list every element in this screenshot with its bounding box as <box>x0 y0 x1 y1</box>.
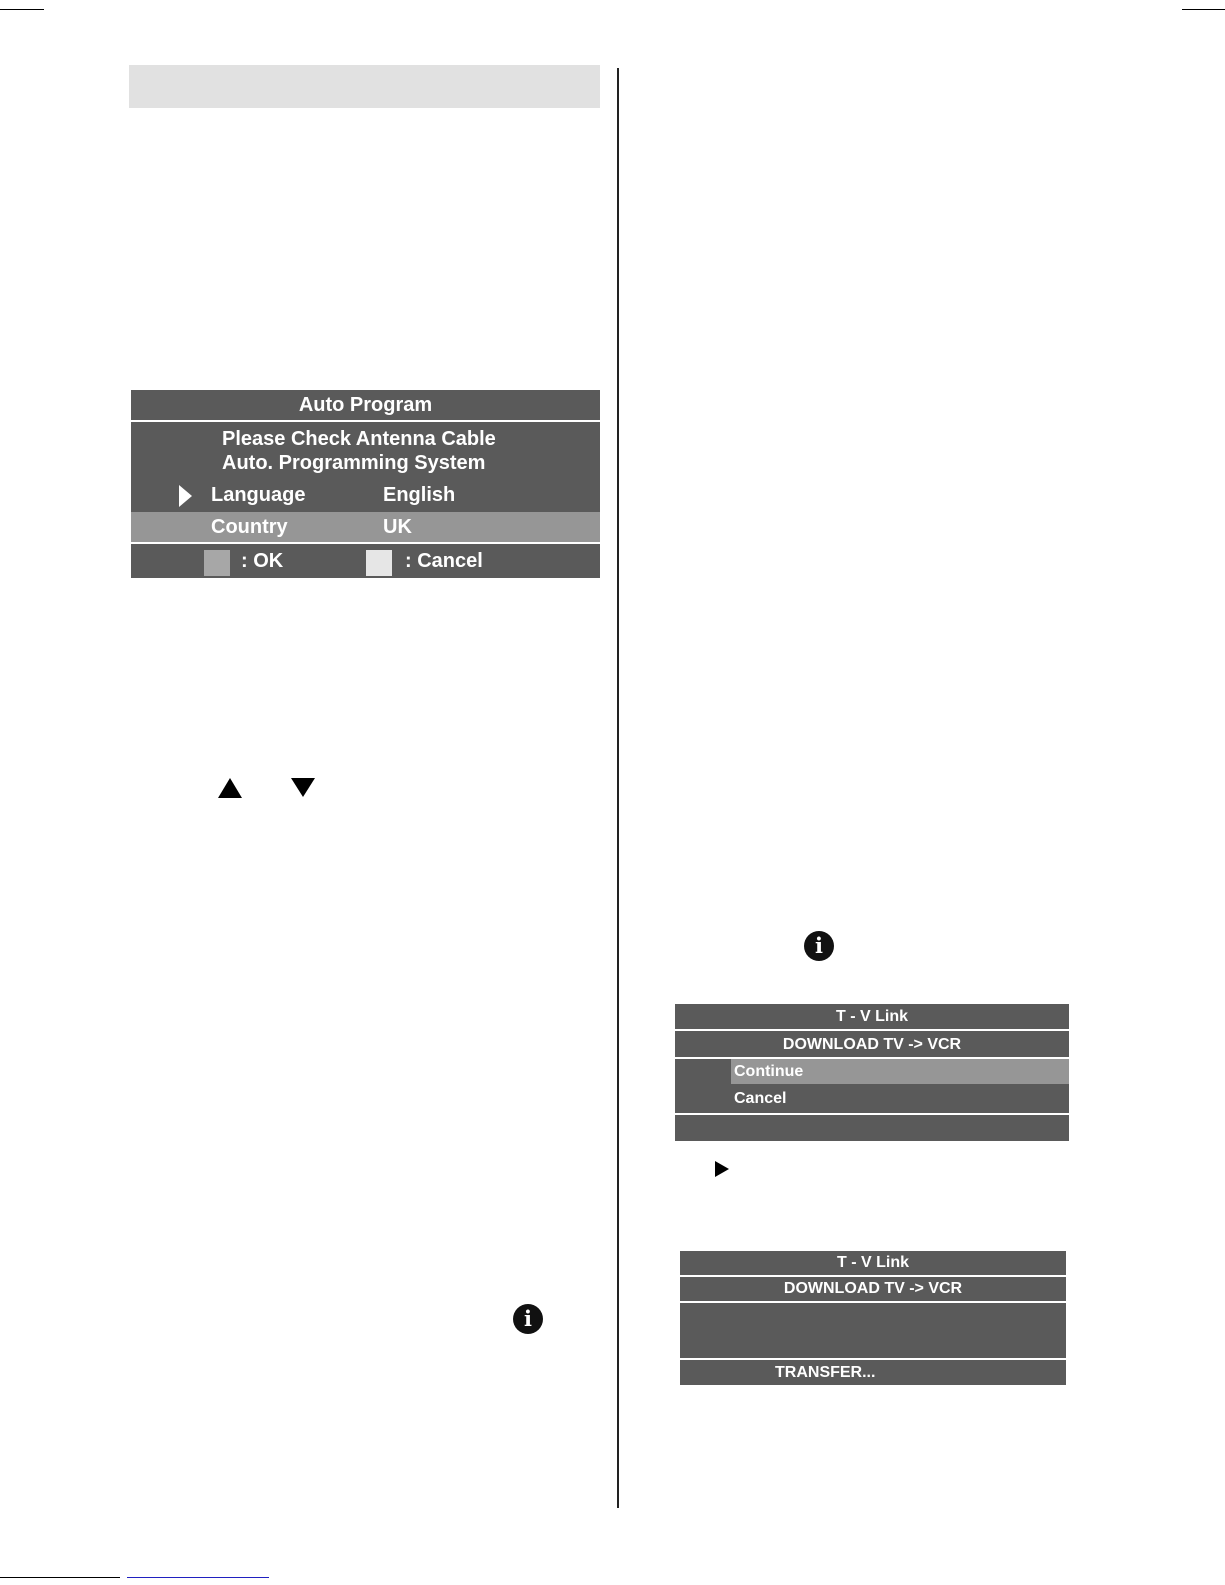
tv-link-transfer-menu <box>680 1251 1066 1385</box>
separator <box>675 1113 1069 1115</box>
separator <box>131 542 600 544</box>
auto-programming-message: Auto. Programming System <box>222 452 486 474</box>
ok-label: : OK <box>241 550 284 572</box>
crop-mark-bottom-left <box>0 1577 120 1578</box>
country-value: UK <box>383 516 412 538</box>
separator <box>675 1029 1069 1031</box>
crop-mark-top-left <box>0 9 44 10</box>
separator <box>680 1358 1066 1360</box>
cancel-option[interactable] <box>675 1086 1069 1111</box>
cancel-key-icon[interactable] <box>366 550 392 576</box>
down-arrow-icon <box>291 778 315 797</box>
language-value: English <box>383 484 456 506</box>
transfer-status-row <box>680 1361 1066 1385</box>
download-heading: DOWNLOAD TV -> VCR <box>782 1036 962 1053</box>
tv-link-title: T - V Link <box>837 1254 909 1271</box>
tv-link-menu <box>675 1004 1069 1141</box>
right-arrow-icon <box>715 1161 729 1177</box>
footer-rule <box>127 1577 269 1578</box>
transfer-status: TRANSFER... <box>775 1364 876 1381</box>
selection-pointer-icon <box>179 485 192 507</box>
download-heading: DOWNLOAD TV -> VCR <box>783 1280 963 1297</box>
auto-program-menu <box>131 390 600 578</box>
language-label: Language <box>211 484 306 506</box>
language-row[interactable] <box>131 480 600 510</box>
column-divider <box>617 68 619 1508</box>
auto-program-title: Auto Program <box>298 394 433 416</box>
cancel-label: : Cancel <box>405 550 483 572</box>
cancel-label: Cancel <box>734 1090 787 1107</box>
tv-link-title: T - V Link <box>836 1008 908 1025</box>
ok-key-icon[interactable] <box>204 550 230 576</box>
up-arrow-icon <box>218 778 242 798</box>
crop-mark-top-right <box>1182 9 1225 10</box>
country-row[interactable] <box>131 512 600 542</box>
antenna-check-message: Please Check Antenna Cable <box>222 428 496 450</box>
separator <box>131 420 600 422</box>
separator <box>680 1301 1066 1303</box>
info-icon: i <box>804 931 834 961</box>
auto-program-footer <box>131 545 600 578</box>
country-label: Country <box>211 516 288 538</box>
info-icon: i <box>513 1304 543 1334</box>
section-header-bar <box>129 65 600 108</box>
continue-option[interactable] <box>675 1059 1069 1084</box>
continue-label: Continue <box>734 1063 804 1080</box>
